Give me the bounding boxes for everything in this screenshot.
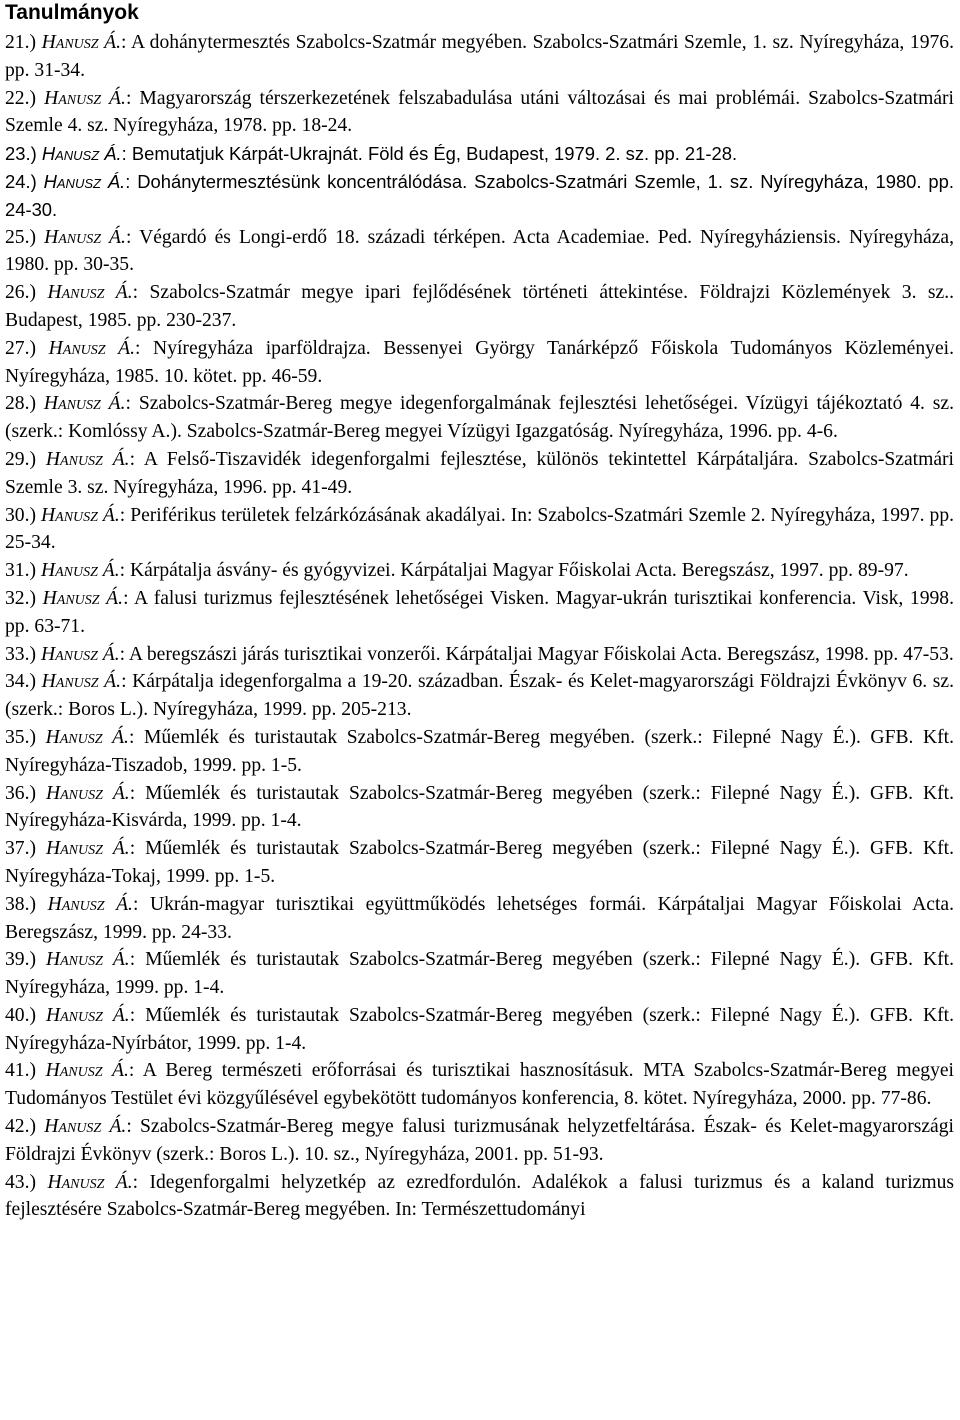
- entry-text: : Műemlék és turistautak Szabolcs-Szatmár-Bereg megyében (szerk.: Filepné Nagy É.). GFB. Kft. Nyíregyháza-Kisvárda, 1999. pp. 1-4.: [5, 782, 955, 832]
- entry-number: 29.): [5, 448, 37, 470]
- entry-author: Hanusz Á.: [41, 671, 122, 693]
- entry-number: 36.): [5, 782, 37, 804]
- entry-number: 34.): [5, 671, 37, 693]
- entry-number: 24.): [5, 170, 37, 192]
- entry-author: Hanusz Á.: [45, 1060, 129, 1082]
- bibliography-entry: [5, 502, 954, 558]
- entry-number: 35.): [5, 726, 37, 748]
- entry-author: Hanusz Á.: [43, 393, 126, 415]
- entry-author: Hanusz Á.: [47, 1171, 133, 1193]
- entry-text: : Szabolcs-Szatmár-Bereg megye idegenforgalmának fejlesztési lehetőségei. Vízügyi tájékoztató 4. sz. (szerk.: Komlóssy A.). Szabolcs-Szatmár-Bereg megyei Vízügyi Igazgatóság. Nyíregyháza, 1996. pp. 4-6.: [5, 393, 955, 443]
- bibliography-entry: [5, 641, 954, 669]
- bibliography-entry: [5, 224, 954, 280]
- entry-number: 32.): [5, 587, 37, 609]
- entry-text: : Idegenforgalmi helyzetkép az ezredfordulón. Adalékok a falusi turizmus és a kaland turizmus fejlesztésére Szabolcs-Szatmár-Bereg megyében. In: Természettudományi: [5, 1171, 954, 1221]
- bibliography-entry: [5, 946, 954, 1002]
- entry-number: 28.): [5, 393, 37, 415]
- entry-text: : Ukrán-magyar turisztikai együttműködés lehetséges formái. Kárpátaljai Magyar Főiskolai Acta. Beregszász, 1999. pp. 24-33.: [5, 893, 955, 943]
- bibliography-entry: [5, 335, 954, 391]
- entry-author: Hanusz Á.: [45, 448, 130, 470]
- bibliography-entry: [5, 279, 954, 335]
- entry-text: : A falusi turizmus fejlesztésének lehetőségei Visken. Magyar-ukrán turisztikai konferencia. Visk, 1998. pp. 63-71.: [5, 587, 954, 637]
- entry-author: Hanusz Á.: [45, 838, 130, 860]
- entry-text: : A Bereg természeti erőforrásai és turisztikai hasznosításuk. MTA Szabolcs-Szatmár-Bereg megyei Tudományos Testület évi közgyűlésével egybekötött tudományos konferencia, 8. kötet. Nyíregyháza, 2000. pp. 77-86.: [5, 1060, 955, 1110]
- bibliography-entry: [5, 585, 954, 641]
- entry-number: 26.): [5, 282, 37, 304]
- entry-text: : Kárpátalja idegenforgalma a 19-20. században. Észak- és Kelet-magyarországi Földrajzi Évkönyv 6. sz. (szerk.: Boros L.). Nyíregyháza, 1999. pp. 205-213.: [5, 671, 954, 721]
- entry-text: : Dohánytermesztésünk koncentrálódása. Szabolcs-Szatmári Szemle, 1. sz. Nyíregyháza, 1980. pp. 24-30.: [5, 170, 954, 220]
- entry-author: Hanusz Á.: [44, 1116, 127, 1138]
- bibliography-entry: [5, 780, 954, 836]
- bibliography-entry: [5, 1002, 954, 1058]
- entry-author: Hanusz Á.: [45, 949, 130, 971]
- entry-number: 21.): [5, 32, 37, 53]
- entry-number: 33.): [5, 643, 37, 665]
- entry-author: Hanusz Á.: [45, 726, 129, 748]
- entry-author: Hanusz Á.: [40, 560, 120, 582]
- entry-number: 43.): [5, 1171, 37, 1193]
- entry-number: 23.): [5, 143, 37, 165]
- entry-author: Hanusz Á.: [41, 32, 122, 53]
- entry-text: : Műemlék és turistautak Szabolcs-Szatmár-Bereg megyében (szerk.: Filepné Nagy É.). GFB. Kft. Nyíregyháza, 1999. pp. 1-4.: [5, 949, 955, 999]
- entry-text: : A Felső-Tiszavidék idegenforgalmi fejlesztése, különös tekintettel Kárpátaljára. Szabolcs-Szatmári Szemle 3. sz. Nyíregyháza, 1996. pp. 41-49.: [5, 448, 954, 498]
- entry-number: 25.): [5, 226, 37, 248]
- bibliography-list: [5, 29, 954, 1224]
- entry-number: 40.): [5, 1004, 37, 1026]
- entry-text: : Műemlék és turistautak Szabolcs-Szatmár-Bereg megyében. (szerk.: Filepné Nagy É.). GFB. Kft. Nyíregyháza-Tiszadob, 1999. pp. 1-5.: [5, 726, 955, 776]
- bibliography-entry: [5, 390, 954, 446]
- bibliography-entry: [5, 85, 954, 141]
- bibliography-entry: [5, 140, 954, 168]
- entry-text: : Nyíregyháza iparföldrajza. Bessenyei György Tanárképző Főiskola Tudományos Közleményei. Nyíregyháza, 1985. 10. kötet. pp. 46-59.: [5, 337, 955, 387]
- entry-number: 38.): [5, 893, 37, 915]
- entry-text: : Kárpátalja ásvány- és gyógyvizei. Kárpátaljai Magyar Főiskolai Acta. Beregszász, 1997. pp. 89-97.: [119, 560, 909, 582]
- entry-number: 22.): [5, 87, 37, 109]
- entry-number: 31.): [5, 560, 37, 582]
- bibliography-entry: [5, 891, 954, 947]
- entry-text: : Bemutatjuk Kárpát-Ukrajnát. Föld és Ég, Budapest, 1979. 2. sz. pp. 21-28.: [121, 143, 738, 165]
- entry-text: : Magyarország térszerkezetének felszabadulása utáni változásai és mai problémái. Szabolcs-Szatmári Szemle 4. sz. Nyíregyháza, 1978. pp. 18-24.: [5, 87, 954, 137]
- entry-author: Hanusz Á.: [47, 282, 133, 304]
- entry-author: Hanusz Á.: [45, 782, 130, 804]
- bibliography-entry: [5, 835, 954, 891]
- entry-text: : A dohánytermesztés Szabolcs-Szatmár megyében. Szabolcs-Szatmári Szemle, 1. sz. Nyíregyháza, 1976. pp. 31-34.: [5, 32, 955, 81]
- entry-text: : Műemlék és turistautak Szabolcs-Szatmár-Bereg megyében (szerk.: Filepné Nagy É.). GFB. Kft. Nyíregyháza-Nyírbátor, 1999. pp. 1-4.: [5, 1004, 955, 1054]
- entry-author: Hanusz Á.: [44, 226, 126, 248]
- bibliography-entry: [5, 29, 954, 85]
- entry-text: : Műemlék és turistautak Szabolcs-Szatmár-Bereg megyében (szerk.: Filepné Nagy É.). GFB. Kft. Nyíregyháza-Tokaj, 1999. pp. 1-5.: [5, 838, 955, 887]
- entry-author: Hanusz Á.: [41, 143, 122, 165]
- entry-text: : Periférikus területek felzárkózásának akadályai. In: Szabolcs-Szatmári Szemle 2. Nyíregyháza, 1997. pp. 25-34.: [5, 504, 955, 554]
- entry-text: : A beregszászi járás turisztikai vonzerői. Kárpátaljai Magyar Főiskolai Acta. Beregszász, 1998. pp. 47-53.: [119, 643, 954, 665]
- entry-author: Hanusz Á.: [48, 337, 136, 359]
- entry-text: : Végardó és Longi-erdő 18. századi térképen. Acta Academiae. Ped. Nyíregyháziensis. Nyíregyháza, 1980. pp. 30-35.: [5, 226, 954, 276]
- section-heading: Tanulmányok: [5, 1, 139, 24]
- entry-author: Hanusz Á.: [42, 587, 124, 609]
- bibliography-entry: [5, 446, 954, 502]
- entry-author: Hanusz Á.: [45, 1004, 130, 1026]
- entry-author: Hanusz Á.: [41, 504, 120, 526]
- bibliography-entry: [5, 724, 954, 780]
- entry-number: 37.): [5, 838, 37, 860]
- bibliography-entry: [5, 557, 954, 585]
- entry-author: Hanusz Á.: [40, 643, 120, 665]
- entry-text: : Szabolcs-Szatmár-Bereg megye falusi turizmusának helyzetfeltárása. Észak- és Kelet-magyarországi Földrajzi Évkönyv (szerk.: Boros L.). 10. sz., Nyíregyháza, 2001. pp. 51-93.: [5, 1116, 954, 1165]
- bibliography-entry: [5, 1169, 954, 1225]
- bibliography-entry: [5, 1057, 954, 1113]
- entry-number: 39.): [5, 949, 37, 971]
- bibliography-entry: [5, 1113, 954, 1169]
- entry-author: Hanusz Á.: [47, 893, 133, 915]
- entry-author: Hanusz Á.: [44, 87, 126, 109]
- entry-number: 41.): [5, 1060, 37, 1082]
- entry-author: Hanusz Á.: [43, 170, 126, 192]
- entry-number: 30.): [5, 504, 37, 526]
- entry-text: : Szabolcs-Szatmár megye ipari fejlődésének történeti áttekintése. Földrajzi Közlemények 3. sz.. Budapest, 1985. pp. 230-237.: [5, 282, 954, 331]
- entry-number: 27.): [5, 337, 37, 359]
- entry-number: 42.): [5, 1116, 37, 1138]
- bibliography-entry: [5, 168, 954, 224]
- bibliography-entry: [5, 668, 954, 724]
